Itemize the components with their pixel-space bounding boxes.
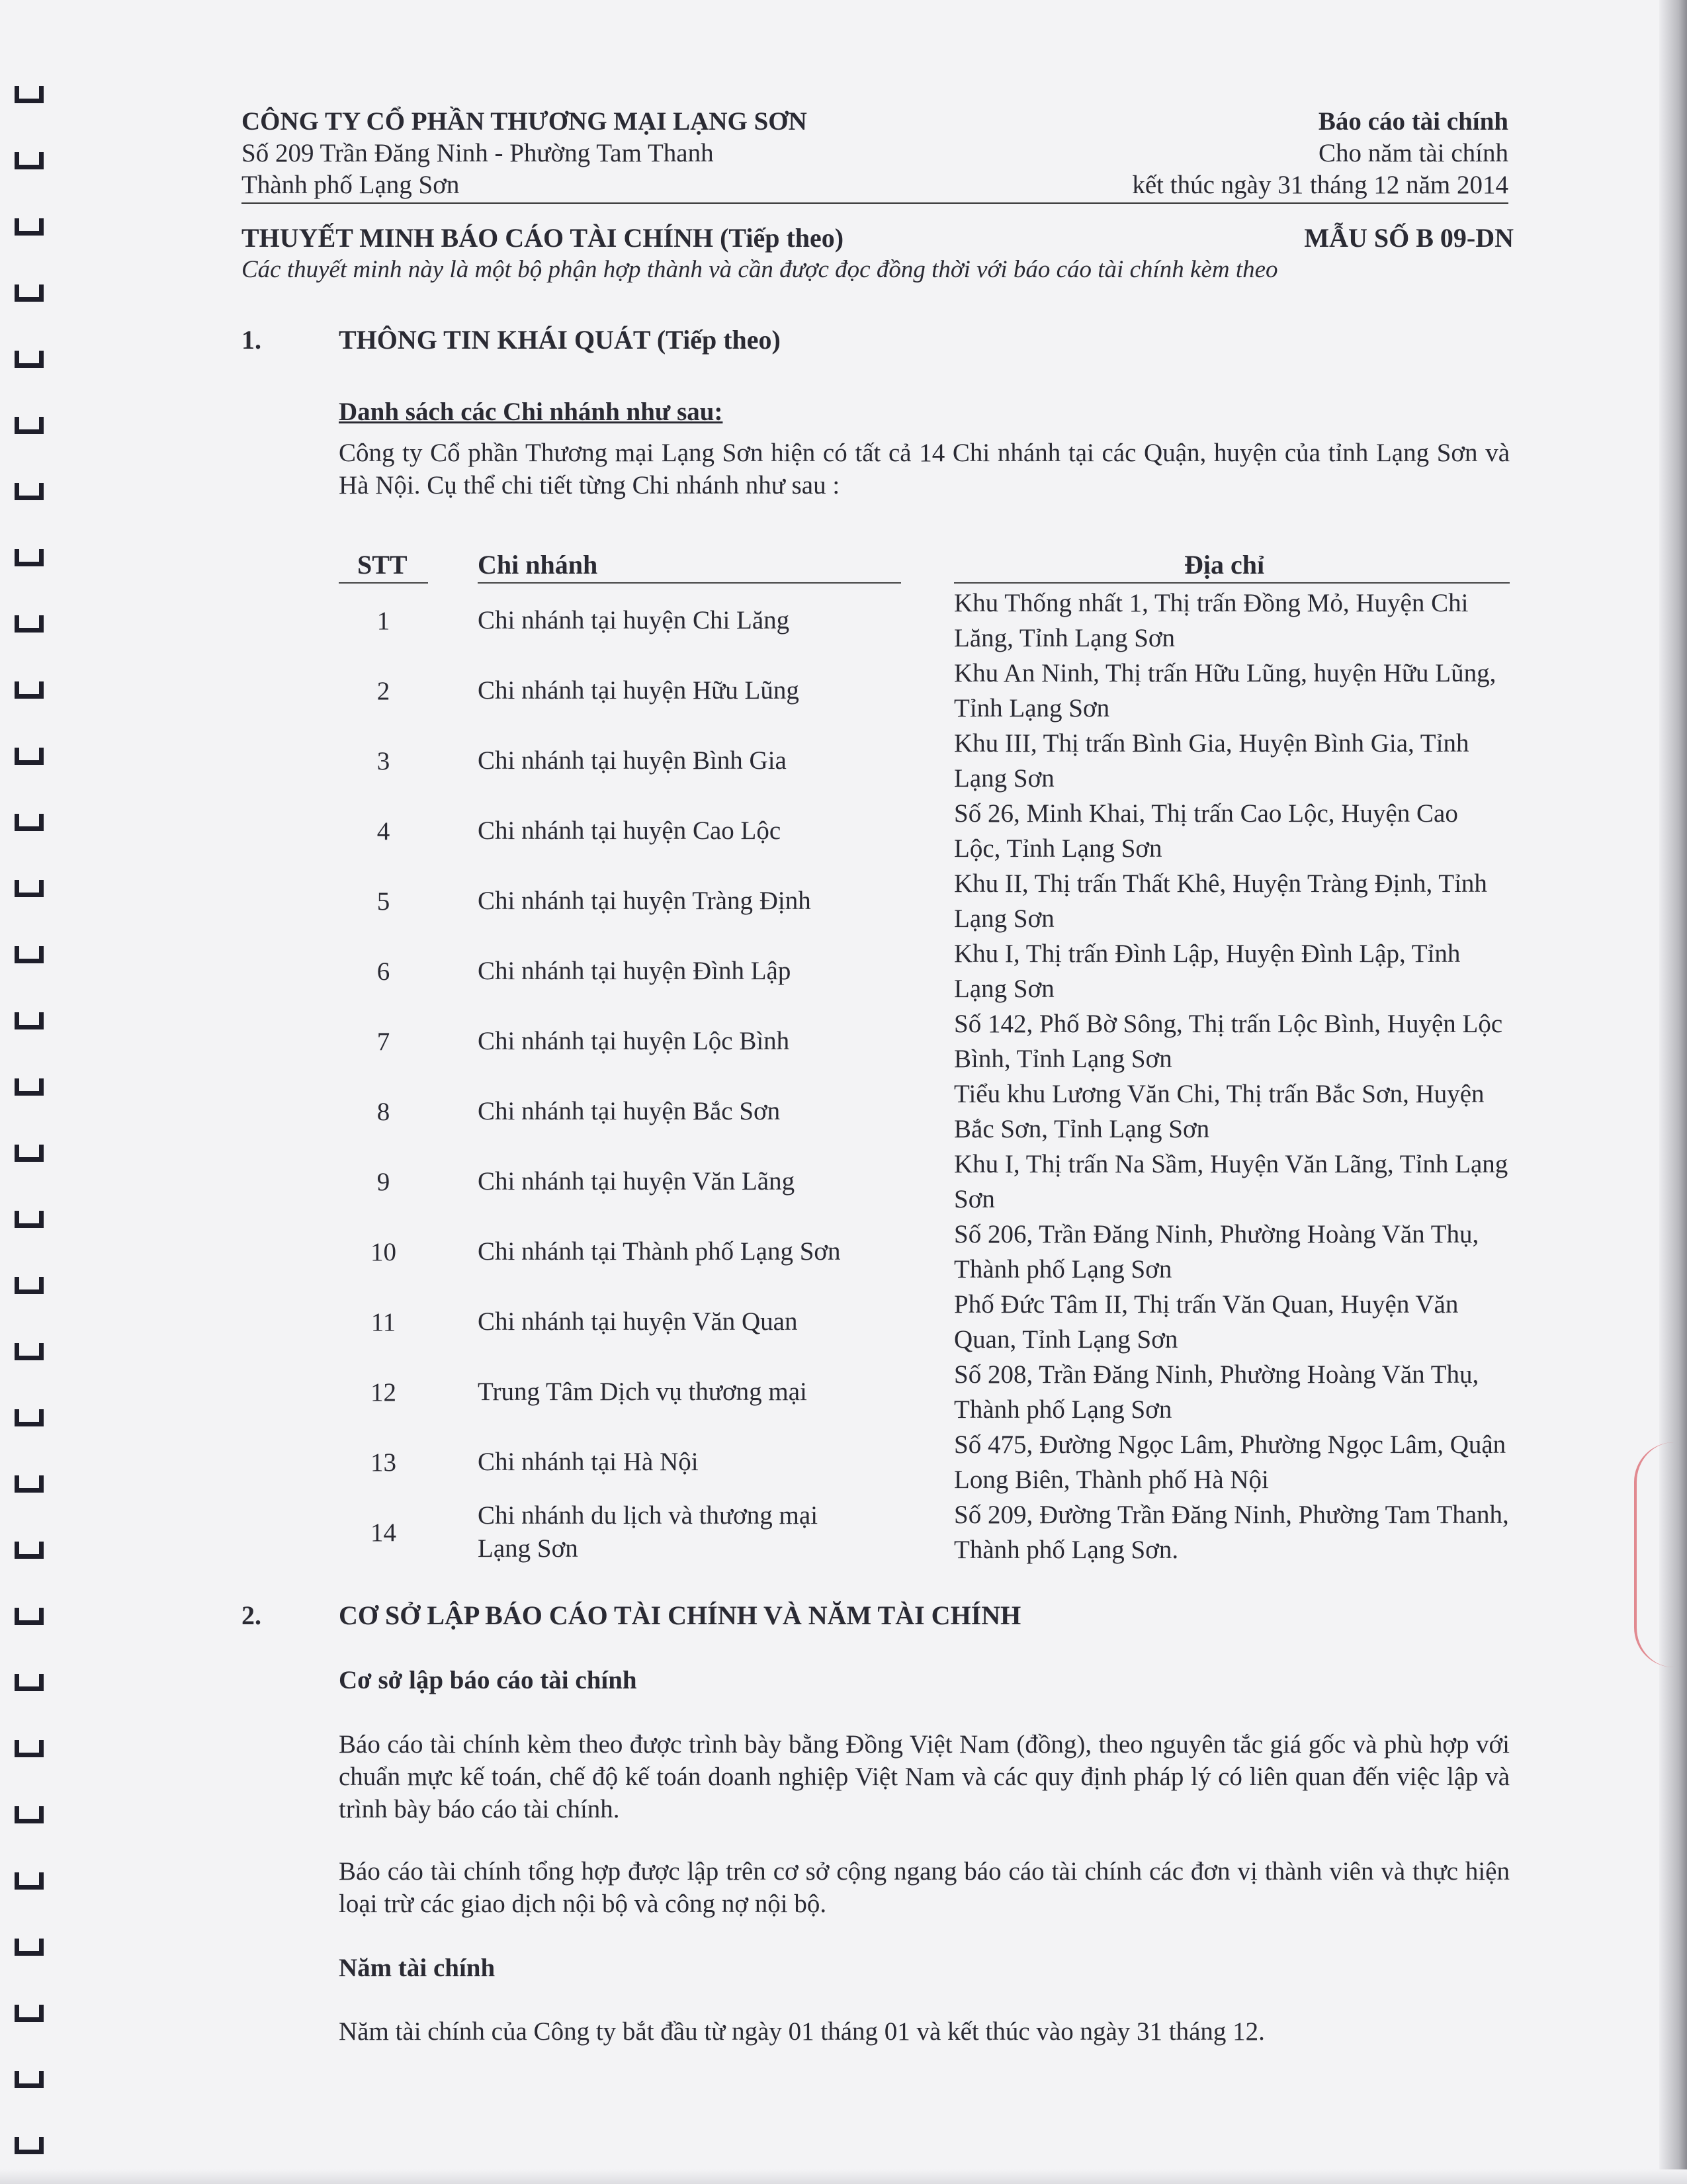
binding-hole (15, 1939, 44, 1956)
company-header (241, 106, 969, 201)
binding-hole (15, 1806, 44, 1823)
table-header-rule (478, 582, 901, 584)
row-branch: Chi nhánh tại huyện Hữu Lũng (478, 676, 799, 705)
row-stt: 5 (376, 887, 390, 916)
table-row (339, 1217, 1510, 1287)
table-row (339, 1006, 1510, 1076)
binding-hole (15, 814, 44, 831)
binding-hole (15, 681, 44, 699)
basis-paragraph-2: Báo cáo tài chính tổng hợp được lập trên cơ sở cộng ngang báo cáo tài chính các đơn vị thành viên và thực hiện loại trừ các giao dịch nội bộ và công nợ nội bộ. (339, 1857, 1510, 1918)
row-branch: Chi nhánh tại huyện Văn Quan (478, 1307, 798, 1336)
binding-hole (15, 417, 44, 434)
row-address: Khu II, Thị trấn Thất Khê, Huyện Tràng Định, Tỉnh Lạng Sơn (954, 869, 1487, 933)
row-branch: Chi nhánh tại huyện Bắc Sơn (478, 1097, 781, 1125)
notes-title: THUYẾT MINH BÁO CÁO TÀI CHÍNH (Tiếp theo) (241, 223, 844, 253)
row-stt: 11 (370, 1307, 396, 1336)
binding-hole (15, 1872, 44, 1890)
table-row (339, 1357, 1510, 1427)
table-row (339, 1076, 1510, 1147)
table-row (339, 1497, 1510, 1567)
row-address: Khu Thống nhất 1, Thị trấn Đồng Mỏ, Huyện Chi Lăng, Tỉnh Lạng Sơn (954, 589, 1469, 652)
basis-heading: Cơ sở lập báo cáo tài chính (339, 1666, 637, 1694)
binding-hole (15, 549, 44, 566)
binding-hole (15, 1542, 44, 1559)
binding-hole (15, 2005, 44, 2022)
row-branch: Chi nhánh du lịch và thương mại Lạng Sơn (478, 1501, 818, 1563)
table-header-stt: STT (357, 550, 408, 580)
binding-hole (15, 1475, 44, 1493)
binding-hole (15, 748, 44, 765)
row-branch: Chi nhánh tại huyện Đình Lập (478, 957, 791, 985)
report-period-line2: kết thúc ngày 31 tháng 12 năm 2014 (1132, 171, 1508, 199)
table-header-rule (339, 582, 428, 584)
report-period-line1: Cho năm tài chính (1318, 139, 1508, 167)
row-stt: 9 (376, 1167, 390, 1196)
row-address: Số 142, Phố Bờ Sông, Thị trấn Lộc Bình, Huyện Lộc Bình, Tỉnh Lạng Sơn (954, 1010, 1503, 1073)
row-stt: 1 (376, 606, 390, 635)
branch-intro-paragraph: Công ty Cổ phần Thương mại Lạng Sơn hiện có tất cả 14 Chi nhánh tại các Quận, huyện của tỉnh Lạng Sơn và Hà Nội. Cụ thể chi tiết từng Chi nhánh như sau : (339, 439, 1510, 500)
page-edge-shadow (1659, 0, 1687, 2184)
binding-hole (15, 1674, 44, 1691)
binding-hole (15, 152, 44, 169)
row-address: Khu I, Thị trấn Na Sầm, Huyện Văn Lãng, Tỉnh Lạng Sơn (954, 1150, 1508, 1213)
row-stt: 2 (376, 676, 390, 705)
row-address: Số 208, Trần Đăng Ninh, Phường Hoàng Văn Thụ, Thành phố Lạng Sơn (954, 1360, 1479, 1424)
section1-number: 1. (241, 325, 261, 355)
binding-hole (15, 2071, 44, 2088)
table-row (339, 656, 1510, 726)
row-stt: 13 (370, 1448, 396, 1477)
row-branch: Chi nhánh tại huyện Lộc Bình (478, 1027, 790, 1055)
table-row (339, 726, 1510, 796)
row-stt: 4 (376, 816, 390, 846)
table-row (339, 1147, 1510, 1217)
row-address: Khu I, Thị trấn Đình Lập, Huyện Đình Lập, Tỉnh Lạng Sơn (954, 939, 1461, 1003)
binding-hole (15, 946, 44, 963)
company-address-line1: Số 209 Trần Đăng Ninh - Phường Tam Thanh (241, 139, 714, 167)
row-address: Tiểu khu Lương Văn Chi, Thị trấn Bắc Sơn, Huyện Bắc Sơn, Tỉnh Lạng Sơn (954, 1080, 1485, 1143)
branch-table (339, 586, 1510, 1567)
fiscal-year-paragraph: Năm tài chính của Công ty bắt đầu từ ngày 01 tháng 01 và kết thúc vào ngày 31 tháng 12. (339, 2017, 1265, 2046)
row-address: Số 26, Minh Khai, Thị trấn Cao Lộc, Huyện Cao Lộc, Tỉnh Lạng Sơn (954, 799, 1458, 863)
binding-hole (15, 218, 44, 236)
section2-number: 2. (241, 1600, 261, 1630)
report-title: Báo cáo tài chính (1318, 107, 1508, 136)
row-stt: 6 (376, 957, 390, 986)
binding-hole (15, 1012, 44, 1029)
section1-title: THÔNG TIN KHÁI QUÁT (Tiếp theo) (339, 325, 781, 355)
header-divider (241, 202, 1508, 204)
page-bottom-edge (0, 2169, 1687, 2184)
row-stt: 10 (370, 1237, 396, 1266)
binding-hole (15, 880, 44, 897)
basis-paragraph-1: Báo cáo tài chính kèm theo được trình bày bằng Đồng Việt Nam (đồng), theo nguyên tắc giá gốc và phù hợp với chuẩn mực kế toán, chế độ kế toán doanh nghiệp Việt Nam và các quy định pháp lý có liên quan đến việc lập và trình bày báo cáo tài chính. (339, 1730, 1510, 1823)
table-row (339, 866, 1510, 936)
spiral-binding (15, 79, 54, 2183)
binding-hole (15, 351, 44, 368)
row-branch: Chi nhánh tại huyện Văn Lãng (478, 1167, 795, 1196)
binding-hole (15, 1277, 44, 1294)
row-address: Phố Đức Tâm II, Thị trấn Văn Quan, Huyện Văn Quan, Tỉnh Lạng Sơn (954, 1290, 1459, 1354)
company-name: CÔNG TY CỔ PHẦN THƯƠNG MẠI LẠNG SƠN (241, 107, 807, 136)
row-branch: Chi nhánh tại huyện Cao Lộc (478, 816, 781, 845)
notes-subtitle: Các thuyết minh này là một bộ phận hợp thành và cần được đọc đồng thời với báo cáo tài chính kèm theo (241, 256, 1278, 283)
table-row (339, 586, 1510, 656)
binding-hole (15, 2137, 44, 2154)
section2-title: CƠ SỞ LẬP BÁO CÁO TÀI CHÍNH VÀ NĂM TÀI CHÍNH (339, 1600, 1021, 1630)
binding-hole (15, 1078, 44, 1096)
form-number: MẪU SỐ B 09-DN (1304, 223, 1514, 253)
row-address: Khu III, Thị trấn Bình Gia, Huyện Bình Gia, Tỉnh Lạng Sơn (954, 729, 1469, 793)
row-stt: 3 (376, 746, 390, 775)
fiscal-year-heading: Năm tài chính (339, 1954, 496, 1982)
binding-hole (15, 1740, 44, 1757)
row-address: Số 475, Đường Ngọc Lâm, Phường Ngọc Lâm, Quận Long Biên, Thành phố Hà Nội (954, 1430, 1506, 1494)
row-stt: 12 (370, 1377, 396, 1407)
red-seal-stamp (1634, 1442, 1683, 1667)
table-row (339, 936, 1510, 1006)
binding-hole (15, 1409, 44, 1426)
binding-hole (15, 1211, 44, 1228)
binding-hole (15, 284, 44, 302)
binding-hole (15, 1343, 44, 1360)
binding-hole (15, 1145, 44, 1162)
row-branch: Chi nhánh tại huyện Chi Lăng (478, 606, 790, 634)
binding-hole (15, 615, 44, 633)
row-branch: Trung Tâm Dịch vụ thương mại (478, 1377, 807, 1406)
row-branch: Chi nhánh tại Hà Nội (478, 1448, 699, 1476)
row-address: Số 209, Đường Trần Đăng Ninh, Phường Tam Thanh, Thành phố Lạng Sơn. (954, 1501, 1509, 1564)
report-header (1045, 106, 1508, 201)
row-stt: 14 (370, 1518, 396, 1547)
row-address: Số 206, Trần Đăng Ninh, Phường Hoàng Văn Thụ, Thành phố Lạng Sơn (954, 1220, 1479, 1284)
table-header-address: Địa chỉ (1184, 550, 1265, 580)
binding-hole (15, 86, 44, 103)
row-address: Khu An Ninh, Thị trấn Hữu Lũng, huyện Hữu Lũng, Tỉnh Lạng Sơn (954, 659, 1496, 722)
table-row (339, 796, 1510, 866)
branch-list-heading: Danh sách các Chi nhánh như sau: (339, 398, 723, 426)
row-branch: Chi nhánh tại Thành phố Lạng Sơn (478, 1237, 841, 1266)
row-branch: Chi nhánh tại huyện Tràng Định (478, 887, 811, 915)
table-row (339, 1287, 1510, 1357)
row-stt: 8 (376, 1097, 390, 1126)
table-row (339, 1427, 1510, 1497)
table-header-branch: Chi nhánh (478, 550, 598, 580)
binding-hole (15, 1608, 44, 1625)
row-stt: 7 (376, 1027, 390, 1056)
binding-hole (15, 483, 44, 500)
row-branch: Chi nhánh tại huyện Bình Gia (478, 746, 787, 775)
table-header-rule (954, 582, 1510, 584)
company-address-line2: Thành phố Lạng Sơn (241, 171, 460, 199)
